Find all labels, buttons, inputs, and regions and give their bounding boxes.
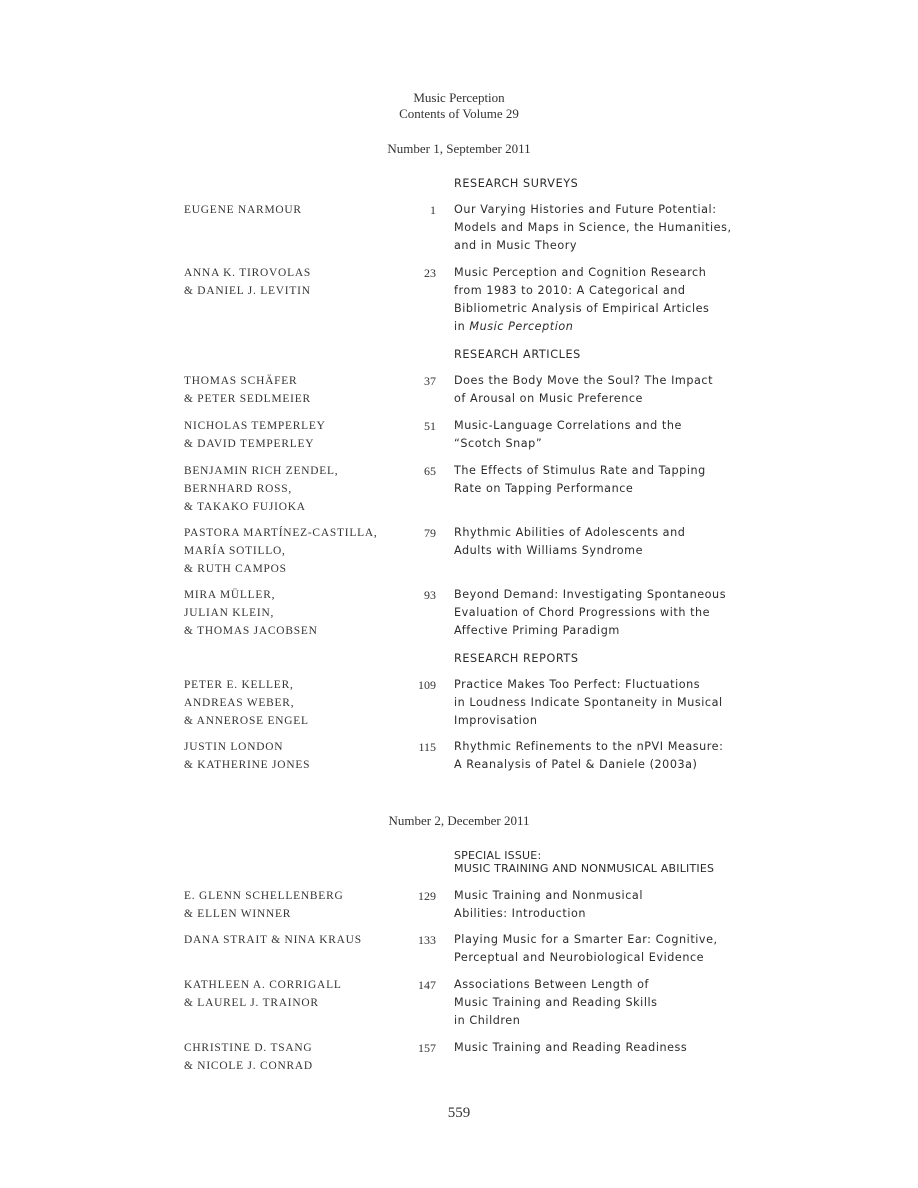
author-line: PASTORA MARTÍNEZ-CASTILLA, — [184, 527, 378, 539]
entry-page-number: 157 — [418, 1041, 436, 1055]
special-issue-label: SPECIAL ISSUE: — [454, 849, 542, 862]
author-line: CHRISTINE D. TSANG — [184, 1042, 313, 1054]
title-line: Adults with Williams Syndrome — [454, 544, 644, 557]
author-line: PETER E. KELLER, — [184, 679, 294, 691]
title-line: in Loudness Indicate Spontaneity in Musical — [454, 696, 723, 709]
entry-title — [454, 524, 754, 560]
entry-page-number: 37 — [424, 374, 436, 388]
entry-page-number: 1 — [430, 203, 436, 217]
section-heading-research-reports: RESEARCH REPORTS — [454, 652, 579, 665]
section-heading-research-articles: RESEARCH ARTICLES — [454, 348, 581, 361]
issue-heading-number-2: Number 2, December 2011 — [388, 813, 530, 828]
author-line: E. GLENN SCHELLENBERG — [184, 890, 344, 902]
author-line: JUSTIN LONDON — [184, 741, 284, 753]
title-line: Music Training and Reading Readiness — [454, 1041, 688, 1054]
entry-title — [454, 201, 754, 255]
author-line: KATHLEEN A. CORRIGALL — [184, 979, 342, 991]
entry-title — [454, 417, 754, 453]
volume-title: Contents of Volume 29 — [399, 106, 519, 121]
journal-name-italic: Music Perception — [469, 320, 574, 333]
entry-authors — [184, 586, 424, 640]
entry-page-number: 133 — [418, 933, 436, 947]
author-line: & THOMAS JACOBSEN — [184, 625, 318, 637]
entry-authors — [184, 372, 424, 408]
entry-authors — [184, 887, 424, 923]
author-line: JULIAN KLEIN, — [184, 607, 275, 619]
entry-page-number: 51 — [424, 419, 436, 433]
author-line: THOMAS SCHÄFER — [184, 375, 298, 387]
title-line: Rhythmic Refinements to the nPVI Measure: — [454, 740, 724, 753]
title-line — [454, 318, 754, 336]
entry-authors — [184, 524, 424, 578]
title-line: Rhythmic Abilities of Adolescents and — [454, 526, 686, 539]
entry-authors — [184, 201, 424, 219]
entry-page-number: 129 — [418, 889, 436, 903]
author-line: & ANNEROSE ENGEL — [184, 715, 309, 727]
entry-page-number: 147 — [418, 978, 436, 992]
title-line: Evaluation of Chord Progressions with the — [454, 606, 711, 619]
entry-authors — [184, 931, 424, 949]
author-line: & KATHERINE JONES — [184, 759, 311, 771]
author-line: & RUTH CAMPOS — [184, 563, 287, 575]
entry-title — [454, 586, 754, 640]
title-line: Playing Music for a Smarter Ear: Cognitive, — [454, 933, 718, 946]
title-line: Music-Language Correlations and the — [454, 419, 682, 432]
special-issue-topic: MUSIC TRAINING AND NONMUSICAL ABILITIES — [454, 862, 715, 875]
entry-authors — [184, 462, 424, 516]
entry-title — [454, 738, 754, 774]
title-line: Music Training and Nonmusical — [454, 889, 643, 902]
title-line: and in Music Theory — [454, 239, 578, 252]
entry-authors — [184, 676, 424, 730]
title-line: Our Varying Histories and Future Potential: — [454, 203, 717, 216]
entry-title — [454, 462, 754, 498]
title-line: Rate on Tapping Performance — [454, 482, 634, 495]
title-line: A Reanalysis of Patel & Daniele (2003a) — [454, 758, 698, 771]
title-line: Models and Maps in Science, the Humanities, — [454, 221, 732, 234]
entry-title — [454, 976, 754, 1030]
entry-title — [454, 676, 754, 730]
entry-authors — [184, 264, 424, 300]
entry-page-number: 79 — [424, 526, 436, 540]
entry-page-number: 65 — [424, 464, 436, 478]
author-line: & NICOLE J. CONRAD — [184, 1060, 313, 1072]
title-line: of Arousal on Music Preference — [454, 392, 643, 405]
entry-authors — [184, 976, 424, 1012]
author-line: & ELLEN WINNER — [184, 908, 292, 920]
author-line: ANDREAS WEBER, — [184, 697, 295, 709]
title-line: Does the Body Move the Soul? The Impact — [454, 374, 714, 387]
author-line: DANA STRAIT & NINA KRAUS — [184, 934, 362, 946]
entry-title — [454, 887, 754, 923]
entry-title — [454, 264, 754, 336]
author-line: EUGENE NARMOUR — [184, 204, 302, 216]
entry-title — [454, 372, 754, 408]
title-line: from 1983 to 2010: A Categorical and — [454, 284, 686, 297]
title-line: Associations Between Length of — [454, 978, 650, 991]
title-line: Abilities: Introduction — [454, 907, 587, 920]
author-line: BERNHARD ROSS, — [184, 483, 293, 495]
author-line: BENJAMIN RICH ZENDEL, — [184, 465, 339, 477]
author-line: & TAKAKO FUJIOKA — [184, 501, 306, 513]
author-line: & DAVID TEMPERLEY — [184, 438, 315, 450]
title-line: Bibliometric Analysis of Empirical Articles — [454, 302, 710, 315]
author-line: ANNA K. TIROVOLAS — [184, 267, 311, 279]
title-line: “Scotch Snap” — [454, 437, 543, 450]
entry-page-number: 109 — [418, 678, 436, 692]
title-line: Music Perception and Cognition Research — [454, 266, 707, 279]
issue-heading-number-1: Number 1, September 2011 — [387, 141, 531, 156]
entry-authors — [184, 1039, 424, 1075]
entry-title — [454, 1039, 754, 1057]
section-heading-research-surveys: RESEARCH SURVEYS — [454, 177, 579, 190]
entry-authors — [184, 417, 424, 453]
title-line: Practice Makes Too Perfect: Fluctuations — [454, 678, 701, 691]
author-line: MIRA MÜLLER, — [184, 589, 276, 601]
title-line: Music Training and Reading Skills — [454, 996, 658, 1009]
entry-authors — [184, 738, 424, 774]
title-prefix: in — [454, 320, 470, 333]
author-line: NICHOLAS TEMPERLEY — [184, 420, 326, 432]
author-line: & PETER SEDLMEIER — [184, 393, 311, 405]
title-line: Improvisation — [454, 714, 538, 727]
entry-title — [454, 931, 754, 967]
title-line: in Children — [454, 1014, 521, 1027]
entry-page-number: 115 — [418, 740, 436, 754]
entry-page-number: 23 — [424, 266, 436, 280]
title-line: The Effects of Stimulus Rate and Tapping — [454, 464, 706, 477]
entry-page-number: 93 — [424, 588, 436, 602]
author-line: & DANIEL J. LEVITIN — [184, 285, 311, 297]
author-line: & LAUREL J. TRAINOR — [184, 997, 319, 1009]
title-line: Perceptual and Neurobiological Evidence — [454, 951, 705, 964]
journal-title: Music Perception — [413, 90, 505, 105]
author-line: MARÍA SOTILLO, — [184, 545, 286, 557]
section-heading-special-issue — [454, 849, 754, 875]
page-folio-number: 559 — [447, 1105, 471, 1121]
title-line: Beyond Demand: Investigating Spontaneous — [454, 588, 727, 601]
title-line: Affective Priming Paradigm — [454, 624, 620, 637]
